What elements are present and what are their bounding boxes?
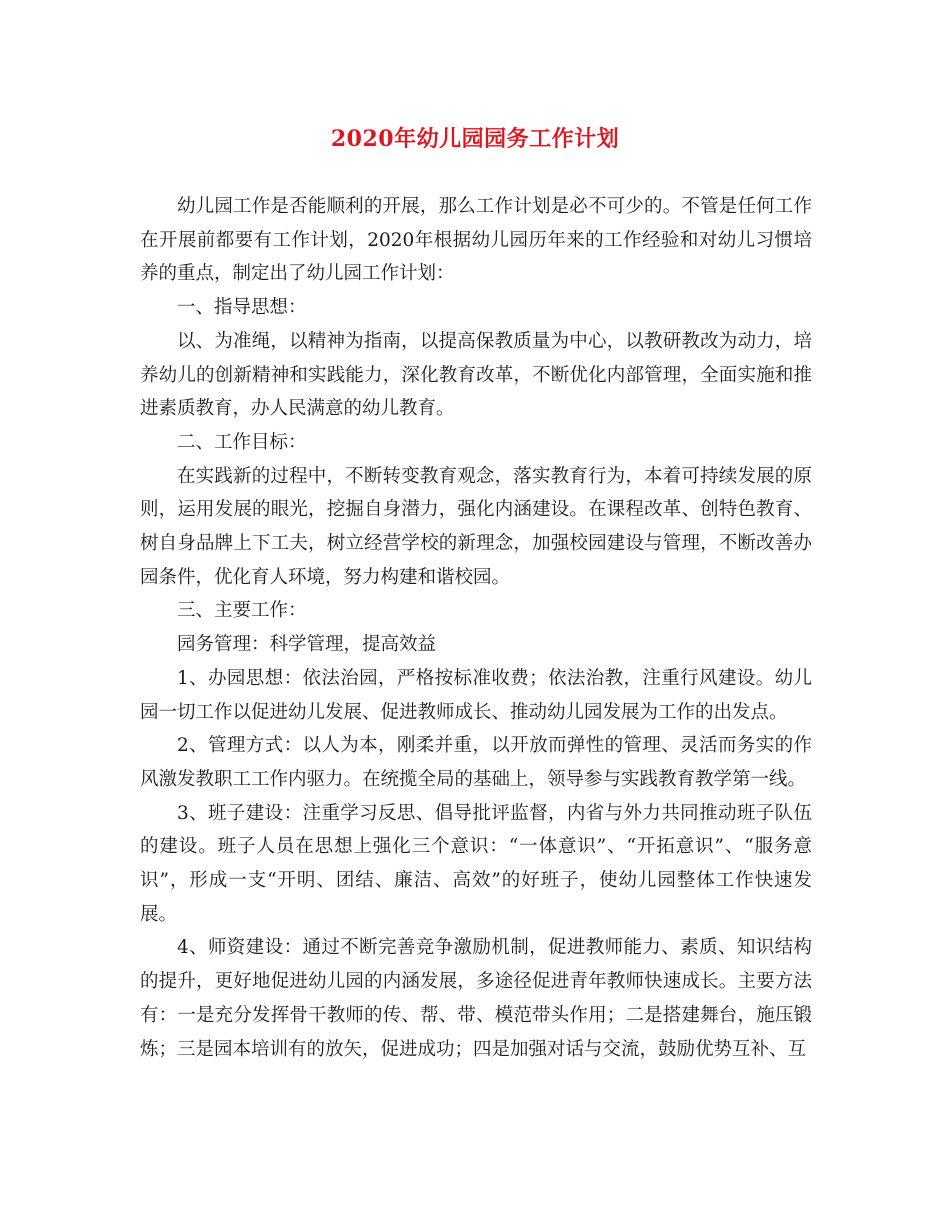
paragraph-item-4: 4、师资建设：通过不断完善竞争激励机制，促进教师能力、素质、知识结构的提升，更好地促进幼儿园的内涵发展，多途径促进青年教师快速成长。主要方法有：一是充分发挥骨干教师的传、帮、带、模范带头作用；二是搭建舞台，施压锻炼；三是园本培训有的放矢，促进成功；四是加强对话与交流，鼓励优势互补、互 [140, 937, 812, 1060]
paragraph-intro: 幼儿园工作是否能顺利的开展，那么工作计划是必不可少的。不管是任何工作在开展前都要有工作计划，2020年根据幼儿园历年来的工作经验和对幼儿习惯培养的重点，制定出了幼儿园工作计划： [140, 196, 812, 285]
document-title: 2020年幼儿园园务工作计划 [330, 126, 620, 152]
subheading-management: 园务管理：科学管理，提高效益 [177, 634, 437, 656]
paragraph-work-goals: 在实践新的过程中，不断转变教育观念，落实教育行为，本着可持续发展的原则，运用发展的眼光，挖掘自身潜力，强化内涵建设。在课程改革、创特色教育、树自身品牌上下工夫，树立经营学校的新理念，加强校园建设与管理，不断改善办园条件，优化育人环境，努力构建和谐校园。 [140, 465, 812, 588]
heading-main-work: 三、主要工作： [177, 600, 307, 622]
paragraph-item-2: 2、管理方式：以人为本，刚柔并重，以开放而弹性的管理、灵活而务实的作风激发教职工工作内驱力。在统揽全局的基础上，领导参与实践教育教学第一线。 [140, 735, 812, 790]
heading-guiding-ideology: 一、指导思想： [177, 297, 307, 319]
document-body [140, 190, 812, 1066]
paragraph-item-1: 1、办园思想：依法治园，严格按标准收费；依法治教，注重行风建设。幼儿园一切工作以促进幼儿发展、促进教师成长、推动幼儿园发展为工作的出发点。 [140, 667, 812, 723]
paragraph-item-3: 3、班子建设：注重学习反思、倡导批评监督，内省与外力共同推动班子队伍的建设。班子人员在思想上强化三个意识：“一体意识”、“开拓意识”、“服务意识”，形成一支“开明、团结、廉洁、高效”的好班子，使幼儿园整体工作快速发展。 [140, 802, 812, 925]
paragraph-guiding-ideology: 以、为准绳，以精神为指南，以提高保教质量为中心，以教研教改为动力，培养幼儿的创新精神和实践能力，深化教育改革，不断优化内部管理，全面实施和推进素质教育，办人民满意的幼儿教育。 [140, 330, 812, 420]
heading-work-goals: 二、工作目标： [177, 431, 307, 453]
